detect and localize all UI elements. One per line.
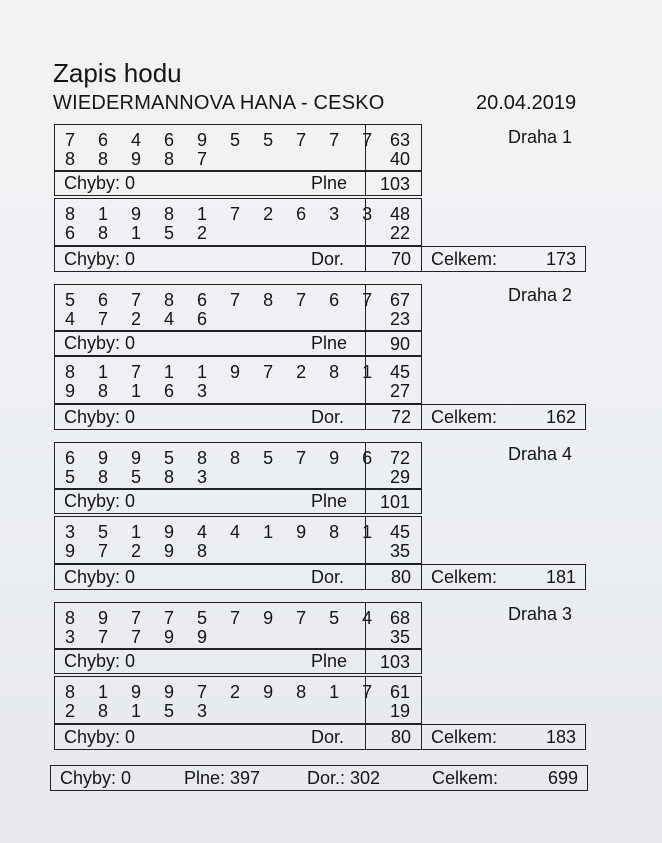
total-full: Plne: 397 bbox=[184, 768, 261, 788]
player-name: WIEDERMANNOVA HANA - CESKO bbox=[53, 92, 385, 114]
grand-total-label: Celkem: bbox=[432, 768, 499, 788]
clear-label: Dor. bbox=[311, 567, 345, 587]
clear-total: 80 bbox=[390, 567, 411, 587]
grand-total: 699 bbox=[547, 768, 578, 788]
clear-total: 72 bbox=[390, 407, 411, 427]
clear-total: 70 bbox=[390, 249, 411, 269]
row-sum: 68 bbox=[389, 608, 410, 628]
full-summary-row bbox=[54, 648, 422, 674]
sheet-title: Zapis hodu bbox=[53, 58, 182, 88]
column-divider bbox=[365, 565, 366, 589]
score-row: 9 8 1 6 3 bbox=[65, 381, 217, 401]
full-throws-block bbox=[54, 284, 422, 332]
row-sum: 40 bbox=[389, 149, 410, 169]
row-sum: 29 bbox=[389, 467, 410, 487]
clear-summary-row bbox=[54, 404, 586, 430]
row-sum: 45 bbox=[389, 362, 410, 382]
clear-label: Dor. bbox=[311, 727, 345, 747]
row-sum: 35 bbox=[389, 627, 410, 647]
errors-count: Chyby: 0 bbox=[64, 249, 136, 269]
total-errors: Chyby: 0 bbox=[60, 768, 132, 788]
score-row: 8 8 9 8 7 bbox=[65, 149, 217, 169]
errors-count: Chyby: 0 bbox=[64, 567, 136, 587]
lane-total: 181 bbox=[545, 567, 576, 587]
lane-label: Draha 1 bbox=[508, 127, 573, 147]
full-label: Plne bbox=[311, 491, 348, 511]
row-sum: 23 bbox=[389, 309, 410, 329]
errors-count: Chyby: 0 bbox=[64, 727, 136, 747]
column-divider bbox=[365, 725, 366, 749]
clear-summary-row bbox=[54, 246, 586, 272]
row-sum: 19 bbox=[389, 701, 410, 721]
score-row: 9 7 2 9 8 bbox=[65, 541, 217, 561]
clear-throws-block bbox=[54, 356, 422, 404]
score-row: 5 8 5 8 3 bbox=[65, 467, 217, 487]
score-row: 8 1 7 1 1 9 7 2 8 1 bbox=[65, 362, 382, 382]
clear-throws-block bbox=[54, 676, 422, 724]
score-row: 4 7 2 4 6 bbox=[65, 309, 217, 329]
score-row: 7 6 4 6 9 5 5 7 7 7 bbox=[65, 130, 382, 150]
full-throws-block bbox=[54, 602, 422, 650]
score-row: 8 9 7 7 5 7 9 7 5 4 bbox=[65, 608, 382, 628]
row-sum: 67 bbox=[389, 290, 410, 310]
score-row: 3 7 7 9 9 bbox=[65, 627, 217, 647]
score-row: 2 8 1 5 3 bbox=[65, 701, 217, 721]
full-label: Plne bbox=[311, 333, 348, 353]
full-total: 90 bbox=[389, 334, 410, 354]
full-throws-block bbox=[54, 442, 422, 490]
grand-summary-row bbox=[50, 765, 588, 791]
score-row: 5 6 7 8 6 7 8 7 6 7 bbox=[65, 290, 382, 310]
full-total: 103 bbox=[379, 174, 410, 194]
score-row: 6 9 9 5 8 8 5 7 9 6 bbox=[65, 448, 382, 468]
lane-label: Draha 3 bbox=[508, 604, 573, 624]
column-divider bbox=[421, 725, 422, 749]
lane-total-label: Celkem: bbox=[431, 249, 498, 269]
full-throws-block bbox=[54, 124, 422, 172]
clear-throws-block bbox=[54, 516, 422, 564]
full-total: 101 bbox=[379, 492, 410, 512]
clear-throws-block bbox=[54, 198, 422, 246]
row-sum: 27 bbox=[389, 381, 410, 401]
lane-total: 173 bbox=[545, 249, 576, 269]
row-sum: 72 bbox=[389, 448, 410, 468]
score-row: 3 5 1 9 4 4 1 9 8 1 bbox=[65, 522, 382, 542]
clear-total: 80 bbox=[390, 727, 411, 747]
full-summary-row bbox=[54, 488, 422, 514]
lane-label: Draha 2 bbox=[508, 285, 573, 305]
full-label: Plne bbox=[311, 651, 348, 671]
full-summary-row bbox=[54, 330, 422, 356]
match-date: 20.04.2019 bbox=[476, 92, 577, 114]
row-sum: 61 bbox=[389, 682, 410, 702]
column-divider bbox=[365, 405, 366, 429]
lane-total: 162 bbox=[545, 407, 576, 427]
row-sum: 48 bbox=[389, 204, 410, 224]
lane-label: Draha 4 bbox=[508, 444, 573, 464]
full-total: 103 bbox=[379, 652, 410, 672]
column-divider bbox=[421, 405, 422, 429]
lane-total: 183 bbox=[545, 727, 576, 747]
row-sum: 35 bbox=[389, 541, 410, 561]
errors-count: Chyby: 0 bbox=[64, 333, 136, 353]
errors-count: Chyby: 0 bbox=[64, 491, 136, 511]
lane-total-label: Celkem: bbox=[431, 567, 498, 587]
clear-label: Dor. bbox=[311, 407, 345, 427]
clear-label: Dor. bbox=[311, 249, 345, 269]
clear-summary-row bbox=[54, 724, 586, 750]
lane-total-label: Celkem: bbox=[431, 407, 498, 427]
full-label: Plne bbox=[311, 173, 348, 193]
score-row: 6 8 1 5 2 bbox=[65, 223, 217, 243]
score-row: 8 1 9 8 1 7 2 6 3 3 bbox=[65, 204, 382, 224]
row-sum: 63 bbox=[389, 130, 410, 150]
column-divider bbox=[421, 565, 422, 589]
score-row: 8 1 9 9 7 2 9 8 1 7 bbox=[65, 682, 382, 702]
column-divider bbox=[421, 247, 422, 271]
errors-count: Chyby: 0 bbox=[64, 651, 136, 671]
clear-summary-row bbox=[54, 564, 586, 590]
errors-count: Chyby: 0 bbox=[64, 407, 136, 427]
total-clear: Dor.: 302 bbox=[307, 768, 381, 788]
row-sum: 22 bbox=[389, 223, 410, 243]
errors-count: Chyby: 0 bbox=[64, 173, 136, 193]
lane-total-label: Celkem: bbox=[431, 727, 498, 747]
full-summary-row bbox=[54, 170, 422, 196]
column-divider bbox=[365, 247, 366, 271]
row-sum: 45 bbox=[389, 522, 410, 542]
